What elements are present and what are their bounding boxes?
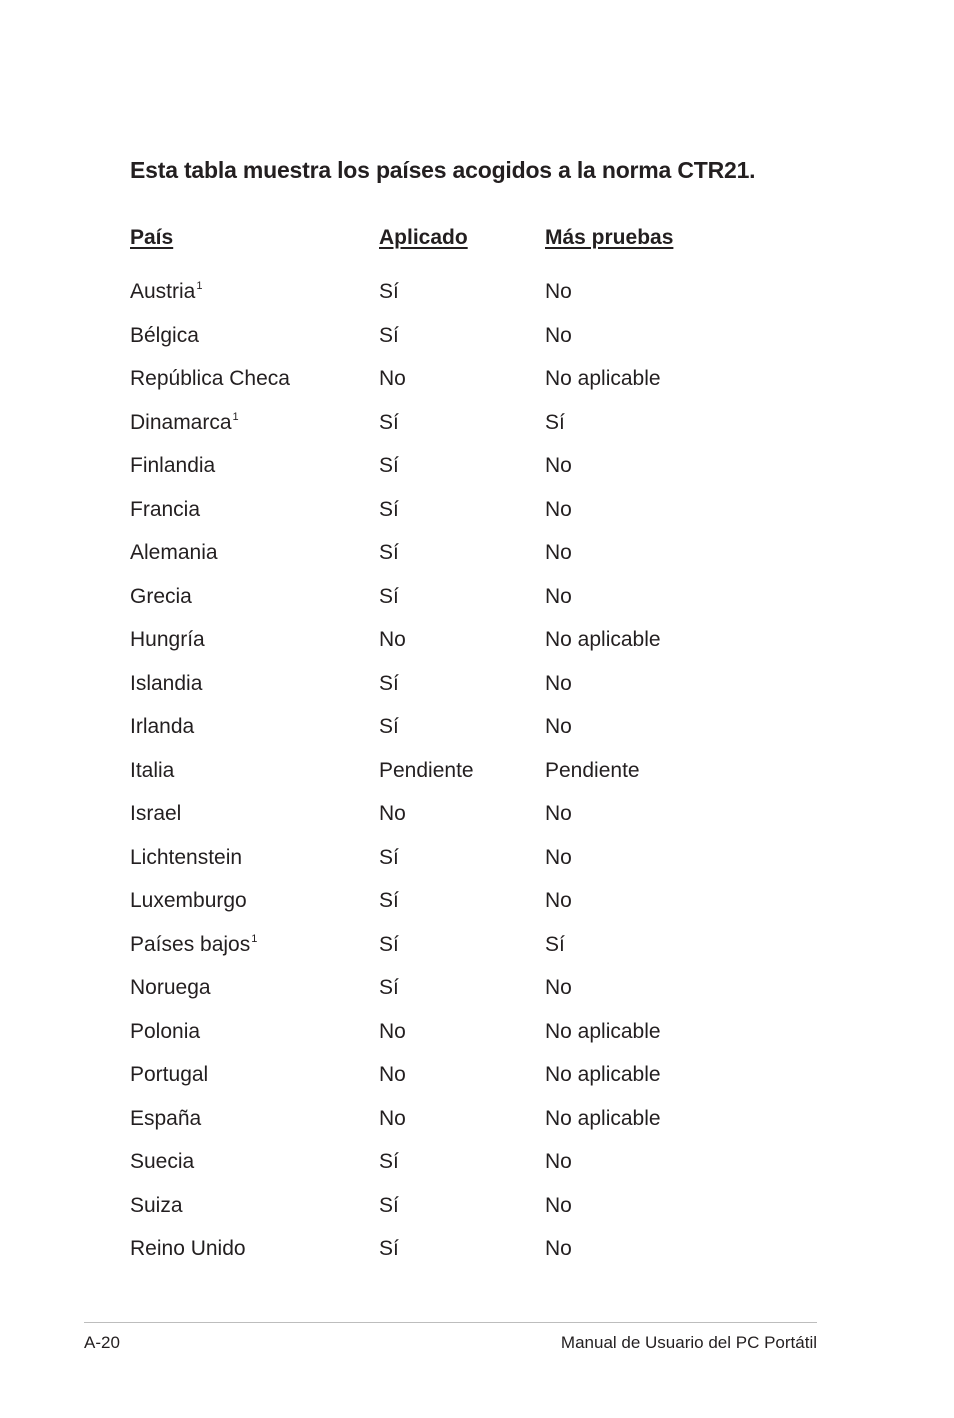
applied-cell: Sí: [379, 889, 399, 912]
table-row: [0, 402, 954, 446]
more-tests-cell: No: [545, 976, 572, 999]
country-cell: [130, 758, 174, 784]
country-cell: [130, 932, 257, 958]
more-tests-cell: No: [545, 802, 572, 825]
column-header-more-tests: Más pruebas: [545, 226, 674, 249]
country-cell: [130, 845, 242, 871]
country-name: Portugal: [130, 1063, 209, 1086]
more-tests-cell: No: [545, 845, 572, 869]
more-tests-cell: No: [545, 671, 572, 695]
more-tests-cell: No aplicable: [545, 1106, 661, 1130]
country-cell: [130, 1062, 208, 1088]
country-name: Islandia: [130, 671, 203, 695]
applied-cell: Sí: [379, 541, 399, 564]
applied-cell: No: [379, 628, 406, 651]
country-name: Polonia: [130, 1019, 201, 1043]
applied-cell: No: [379, 802, 406, 825]
country-name: Lichtenstein: [130, 845, 243, 869]
country-name: Francia: [130, 497, 201, 521]
country-name: República Checa: [130, 367, 290, 390]
footnote-marker: 1: [196, 280, 203, 292]
footer-divider: [84, 1322, 817, 1323]
more-tests-cell: No aplicable: [545, 1063, 661, 1086]
applied-cell: No: [379, 1063, 406, 1086]
table-row: [0, 1228, 954, 1272]
country-cell: [130, 584, 192, 610]
column-header-applied: Aplicado: [379, 226, 468, 249]
table-row: [0, 1141, 954, 1185]
countries-table: [0, 271, 954, 1272]
applied-cell: Sí: [379, 976, 399, 999]
country-name: Bélgica: [130, 323, 199, 347]
applied-cell: No: [379, 1106, 406, 1130]
table-row: [0, 924, 954, 968]
country-name: Austria: [130, 280, 196, 303]
table-row: [0, 271, 954, 315]
country-name: Reino Unido: [130, 1237, 246, 1260]
applied-cell: Pendiente: [379, 758, 474, 782]
more-tests-cell: No: [545, 323, 572, 347]
applied-cell: Sí: [379, 1237, 399, 1260]
column-header-country: País: [130, 226, 174, 249]
more-tests-cell: Sí: [545, 932, 565, 956]
more-tests-cell: Pendiente: [545, 758, 640, 782]
applied-cell: Sí: [379, 1193, 399, 1217]
table-row: [0, 619, 954, 663]
applied-cell: Sí: [379, 410, 399, 434]
country-cell: [130, 1149, 194, 1175]
table-row: [0, 967, 954, 1011]
country-cell: [130, 671, 202, 697]
country-name: Luxemburgo: [130, 889, 247, 912]
more-tests-cell: No: [545, 541, 572, 564]
country-name: Alemania: [130, 541, 218, 564]
country-name: Irlanda: [130, 715, 195, 738]
applied-cell: Sí: [379, 715, 399, 738]
more-tests-cell: No: [545, 584, 572, 608]
table-row: [0, 663, 954, 707]
more-tests-cell: No aplicable: [545, 1019, 661, 1043]
more-tests-cell: No aplicable: [545, 628, 661, 651]
country-name: Israel: [130, 802, 182, 825]
applied-cell: Sí: [379, 584, 399, 608]
applied-cell: Sí: [379, 454, 399, 477]
country-name: Italia: [130, 758, 175, 782]
table-row: [0, 750, 954, 794]
country-cell: [130, 540, 218, 566]
applied-cell: Sí: [379, 671, 399, 695]
applied-cell: Sí: [379, 323, 399, 347]
country-cell: [130, 627, 205, 653]
more-tests-cell: No aplicable: [545, 367, 661, 390]
more-tests-cell: No: [545, 454, 572, 477]
footnote-marker: 1: [232, 410, 239, 423]
country-cell: [130, 366, 290, 392]
more-tests-cell: No: [545, 889, 572, 912]
country-cell: [130, 888, 247, 914]
applied-cell: Sí: [379, 280, 399, 303]
more-tests-cell: No: [545, 1150, 572, 1173]
country-cell: [130, 410, 239, 436]
table-row: [0, 706, 954, 750]
more-tests-cell: No: [545, 497, 572, 521]
country-name: España: [130, 1106, 202, 1130]
country-cell: [130, 1193, 183, 1219]
country-cell: [130, 1236, 246, 1262]
applied-cell: No: [379, 1019, 406, 1043]
country-name: Países bajos: [130, 932, 251, 956]
country-cell: [130, 975, 211, 1001]
country-cell: [130, 801, 181, 827]
country-cell: [130, 323, 199, 349]
country-name: Finlandia: [130, 454, 216, 477]
applied-cell: Sí: [379, 1150, 399, 1173]
table-row: [0, 1185, 954, 1229]
applied-cell: Sí: [379, 497, 399, 521]
table-row: [0, 1054, 954, 1098]
more-tests-cell: Sí: [545, 410, 565, 434]
table-row: [0, 793, 954, 837]
country-name: Noruega: [130, 976, 211, 999]
country-name: Suecia: [130, 1150, 195, 1173]
more-tests-cell: No: [545, 715, 572, 738]
more-tests-cell: No: [545, 1193, 572, 1217]
country-cell: [130, 497, 200, 523]
applied-cell: No: [379, 367, 406, 390]
table-row: [0, 315, 954, 359]
table-row: [0, 576, 954, 620]
country-name: Hungría: [130, 628, 205, 651]
country-cell: [130, 1019, 200, 1045]
table-row: [0, 880, 954, 924]
table-row: [0, 358, 954, 402]
country-name: Dinamarca: [130, 410, 232, 434]
applied-cell: Sí: [379, 932, 399, 956]
page-heading: Esta tabla muestra los países acogidos a la norma CTR21.: [130, 157, 756, 183]
table-row: [0, 489, 954, 533]
footnote-marker: 1: [251, 932, 258, 945]
country-cell: [130, 453, 215, 479]
table-row: [0, 1011, 954, 1055]
country-cell: [130, 279, 202, 305]
table-row: [0, 1098, 954, 1142]
country-name: Suiza: [130, 1193, 183, 1217]
applied-cell: Sí: [379, 845, 399, 869]
more-tests-cell: No: [545, 1237, 572, 1260]
more-tests-cell: No: [545, 280, 572, 303]
country-cell: [130, 1106, 201, 1132]
table-row: [0, 532, 954, 576]
country-cell: [130, 714, 194, 740]
table-row: [0, 445, 954, 489]
page-number: A-20: [84, 1333, 120, 1352]
country-name: Grecia: [130, 584, 192, 608]
table-row: [0, 837, 954, 881]
manual-title: Manual de Usuario del PC Portátil: [560, 1333, 817, 1352]
